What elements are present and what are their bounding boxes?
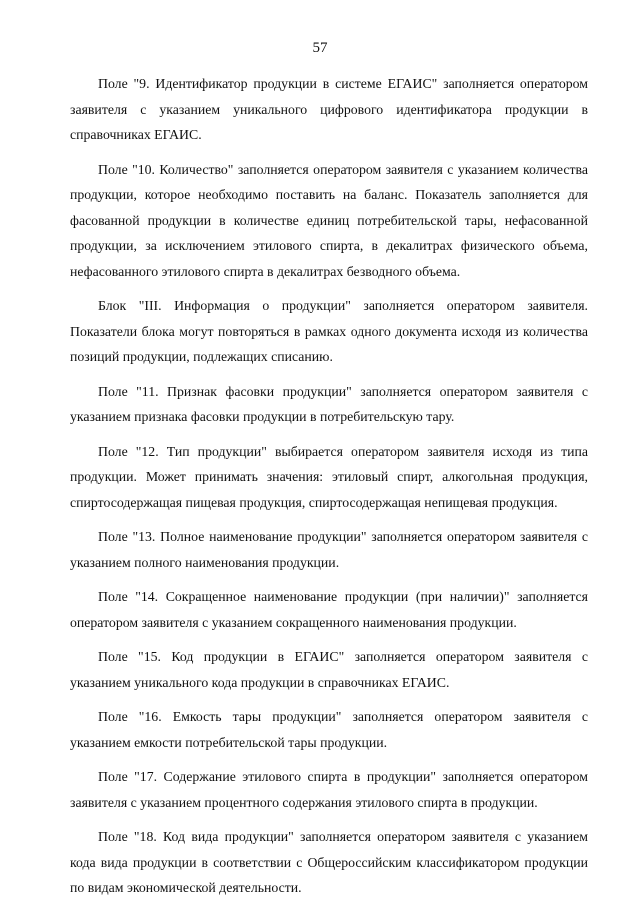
paragraph-field-18: Поле "18. Код вида продукции" заполняется оператором заявителя с указанием кода вида продукции в соответствии с Общероссийским классификатором продукции по видам экономической деятельности. <box>70 829 588 895</box>
paragraph-block-3: Блок "III. Информация о продукции" заполняется оператором заявителя. Показатели блока могут повторяться в рамках одного документа исходя из количества позиций продукции, подлежащих списанию. <box>70 298 588 364</box>
paragraph-field-11: Поле "11. Признак фасовки продукции" заполняется оператором заявителя с указанием признака фасовки продукции в потребительскую тару. <box>70 383 588 424</box>
page-number: 57 <box>312 40 328 56</box>
document-body <box>70 71 588 910</box>
paragraph-field-10: Поле "10. Количество" заполняется оператором заявителя с указанием количества продукции, которое необходимо поставить на баланс. Показатель заполняется для фасованной продукции в количестве единиц потребительской тары, нефасованной продукции, за исключением этилового спирта, в декалитрах физического объема, нефасованного этилового спирта в декалитрах безводного объема. <box>70 161 588 279</box>
paragraph-field-17: Поле "17. Содержание этилового спирта в продукции" заполняется оператором заявителя с указанием процентного содержания этилового спирта в продукции. <box>70 769 588 810</box>
paragraph-field-13: Поле "13. Полное наименование продукции" заполняется оператором заявителя с указанием полного наименования продукции. <box>70 529 588 570</box>
paragraph-field-12: Поле "12. Тип продукции" выбирается оператором заявителя исходя из типа продукции. Может принимать значения: этиловый спирт, алкогольная продукция, спиртосодержащая пищевая продукция, спиртосодержащая непищевая продукция. <box>70 443 588 510</box>
paragraph-field-15: Поле "15. Код продукции в ЕГАИС" заполняется оператором заявителя с указанием уникального кода продукции в справочниках ЕГАИС. <box>70 649 588 690</box>
paragraph-field-9: Поле "9. Идентификатор продукции в системе ЕГАИС" заполняется оператором заявителя с указанием уникального цифрового идентификатора продукции в справочниках ЕГАИС. <box>70 76 588 142</box>
paragraph-field-14: Поле "14. Сокращенное наименование продукции (при наличии)" заполняется оператором заявителя с указанием сокращенного наименования продукции. <box>70 589 588 630</box>
paragraph-field-16: Поле "16. Емкость тары продукции" заполняется оператором заявителя с указанием емкости потребительской тары продукции. <box>70 709 588 750</box>
